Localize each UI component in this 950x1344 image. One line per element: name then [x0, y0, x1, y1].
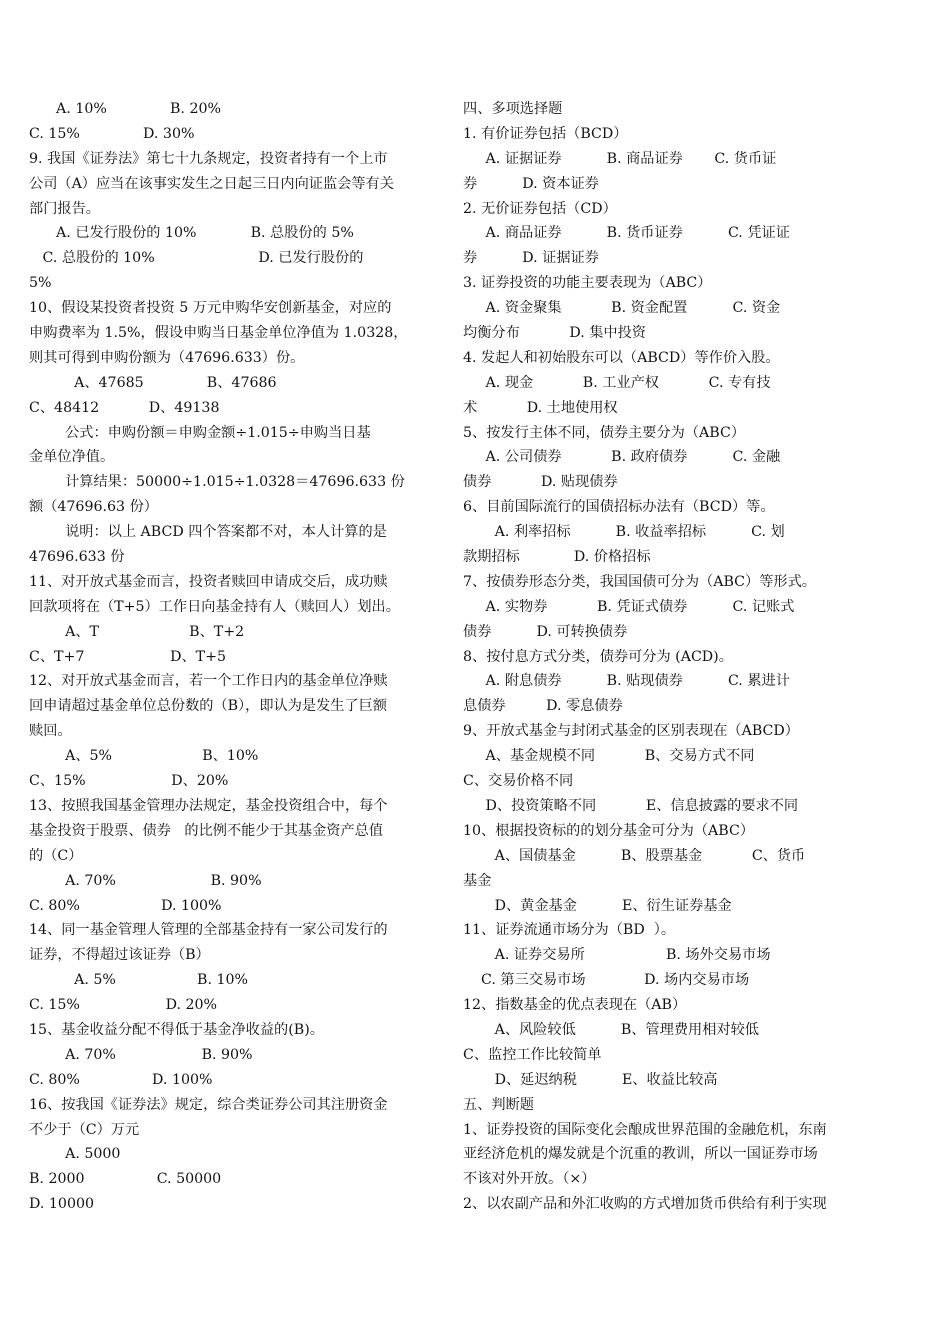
text-line: A. 5% B. 10%	[29, 972, 249, 989]
text-line: 15、基金收益分配不得低于基金净收益的(B)。	[29, 1021, 324, 1038]
text-line: 公式：申购份额＝申购金额÷1.015÷申购当日基	[29, 424, 371, 441]
text-line: 10、假设某投资者投资 5 万元申购华安创新基金，对应的	[29, 300, 392, 317]
text-line: D、投资策略不同 E、信息披露的要求不同	[463, 797, 799, 814]
text-line: 11、证券流通市场分为（BD ）。	[463, 922, 676, 939]
text-line: C. 第三交易市场 D. 场内交易市场	[463, 972, 750, 989]
text-line: A、风险较低 B、管理费用相对较低	[463, 1021, 759, 1038]
text-line: 10、根据投资标的的划分基金可分为（ABC）	[463, 822, 755, 839]
text-line: D. 10000	[29, 1196, 95, 1213]
text-line: A. 公司债券 B. 政府债券 C. 金融	[463, 449, 781, 466]
text-line: 47696.633 份	[29, 549, 125, 566]
text-line: 金单位净值。	[29, 449, 115, 466]
text-line: 5%	[29, 275, 52, 292]
text-line: C、48412 D、49138	[29, 399, 220, 416]
text-line: A、基金规模不同 B、交易方式不同	[463, 748, 755, 765]
text-line: A. 证券交易所 B. 场外交易市场	[463, 947, 771, 964]
text-line: 五、判断题	[463, 1096, 534, 1113]
text-line: 12、指数基金的优点表现在（AB）	[463, 997, 687, 1014]
text-line: A. 70% B. 90%	[29, 1046, 253, 1063]
text-line: 券 D. 资本证券	[463, 175, 599, 192]
text-line: A、5% B、10%	[29, 748, 259, 765]
text-line: A. 实物券 B. 凭证式债券 C. 记账式	[463, 598, 795, 615]
text-line: 12、对开放式基金而言，若一个工作日内的基金单位净赎	[29, 673, 388, 690]
text-line: D、黄金基金 E、衍生证券基金	[463, 897, 732, 914]
text-line: 债券 D. 可转换债券	[463, 623, 628, 640]
text-line: C. 15% D. 20%	[29, 997, 218, 1014]
text-line: 申购费率为 1.5%，假设申购当日基金单位净值为 1.0328，	[29, 325, 408, 342]
text-line: A、T B、T+2	[29, 623, 245, 640]
text-line: 说明：以上 ABCD 四个答案都不对，本人计算的是	[29, 524, 387, 541]
text-line: A. 资金聚集 B. 资金配置 C. 资金	[463, 300, 781, 317]
text-line: 1. 有价证券包括（BCD）	[463, 125, 628, 142]
text-line: C、T+7 D、T+5	[29, 648, 227, 665]
text-line: 部门报告。	[29, 200, 100, 217]
text-line: 5、按发行主体不同，债券主要分为（ABC）	[463, 424, 746, 441]
text-line: C. 15% D. 30%	[29, 125, 195, 142]
text-line: 9、开放式基金与封闭式基金的区别表现在（ABCD）	[463, 723, 799, 740]
text-line: 11、对开放式基金而言，投资者赎回申请成交后，成功赎	[29, 573, 388, 590]
text-line: A. 70% B. 90%	[29, 872, 262, 889]
text-line: A. 10% B. 20%	[29, 101, 221, 117]
text-line: 8、按付息方式分类，债券可分为 (ACD)。	[463, 648, 733, 665]
text-line: 3. 证券投资的功能主要表现为（ABC）	[463, 275, 712, 292]
text-line: 13、按照我国基金管理办法规定，基金投资组合中，每个	[29, 797, 388, 814]
text-line: A. 证据证券 B. 商品证券 C. 货币证	[463, 150, 777, 167]
text-line: C. 80% D. 100%	[29, 1071, 213, 1088]
text-line: A、47685 B、47686	[29, 374, 277, 391]
text-line: 16、按我国《证券法》规定，综合类证券公司其注册资金	[29, 1096, 388, 1113]
text-line: B. 2000 C. 50000	[29, 1171, 222, 1188]
text-line: 亚经济危机的爆发就是个沉重的教训，所以一国证券市场	[463, 1146, 818, 1163]
text-line: 4. 发起人和初始股东可以（ABCD）等作价入股。	[463, 349, 780, 366]
text-line: 计算结果：50000÷1.015÷1.0328＝47696.633 份	[29, 474, 405, 491]
text-line: 1、证券投资的国际变化会酿成世界范围的金融危机，东南	[463, 1121, 827, 1138]
text-line: 款期招标 D. 价格招标	[463, 549, 651, 566]
text-line: 的（C）	[29, 847, 83, 864]
text-line: A. 已发行股份的 10% B. 总股份的 5%	[29, 225, 354, 242]
text-line: 2. 无价证券包括（CD）	[463, 200, 617, 217]
text-line: A. 附息债券 B. 贴现债券 C. 累进计	[463, 673, 790, 690]
text-line: C、15% D、20%	[29, 773, 229, 790]
text-line: 14、同一基金管理人管理的全部基金持有一家公司发行的	[29, 922, 388, 939]
text-line: C. 80% D. 100%	[29, 897, 222, 914]
text-line: C. 总股份的 10% D. 已发行股份的	[29, 250, 364, 267]
left-column	[29, 97, 452, 1217]
text-line: 券 D. 证据证券	[463, 250, 599, 267]
text-line: D、延迟纳税 E、收益比较高	[463, 1071, 718, 1088]
text-line: C、交易价格不同	[463, 773, 574, 790]
text-line: 证券，不得超过该证券（B）	[29, 947, 210, 964]
text-line: A. 5000	[29, 1146, 121, 1163]
text-line: C、监控工作比较简单	[463, 1046, 602, 1063]
text-line: 术 D. 土地使用权	[463, 399, 618, 416]
text-line: 基金	[463, 872, 492, 889]
text-line: A. 现金 B. 工业产权 C. 专有技	[463, 374, 771, 391]
text-line: A、国债基金 B、股票基金 C、货币	[463, 847, 806, 864]
text-line: 回款项将在（T+5）工作日向基金持有人（赎回人）划出。	[29, 598, 400, 615]
text-line: 公司（A）应当在该事实发生之日起三日内向证监会等有关	[29, 175, 394, 192]
text-line: 则其可得到申购份额为（47696.633）份。	[29, 349, 305, 366]
text-line: 回申请超过基金单位总份数的（B），即认为是发生了巨额	[29, 698, 388, 715]
text-line: 基金投资于股票、债券 的比例不能少于其基金资产总值	[29, 822, 384, 839]
text-line: 均衡分布 D. 集中投资	[463, 325, 646, 342]
text-line: A. 利率招标 B. 收益率招标 C. 划	[463, 524, 785, 541]
text-line: A. 商品证券 B. 货币证券 C. 凭证证	[463, 225, 790, 242]
text-line: 不该对外开放。（×）	[463, 1171, 596, 1188]
text-line: 四、多项选择题	[463, 101, 563, 117]
text-line: 息债券 D. 零息债券	[463, 698, 623, 715]
text-line: 赎回。	[29, 723, 72, 740]
text-line: 额（47696.63 份）	[29, 499, 158, 516]
right-column	[463, 97, 893, 1217]
text-line: 6、目前国际流行的国债招标办法有（BCD）等。	[463, 499, 775, 516]
text-line: 债券 D. 贴现债券	[463, 474, 618, 491]
text-line: 9. 我国《证券法》第七十九条规定，投资者持有一个上市	[29, 150, 388, 167]
text-line: 2、以农副产品和外汇收购的方式增加货币供给有利于实现	[463, 1196, 827, 1213]
text-line: 7、按债券形态分类，我国国债可分为（ABC）等形式。	[463, 573, 816, 590]
text-line: 不少于（C）万元	[29, 1121, 140, 1138]
